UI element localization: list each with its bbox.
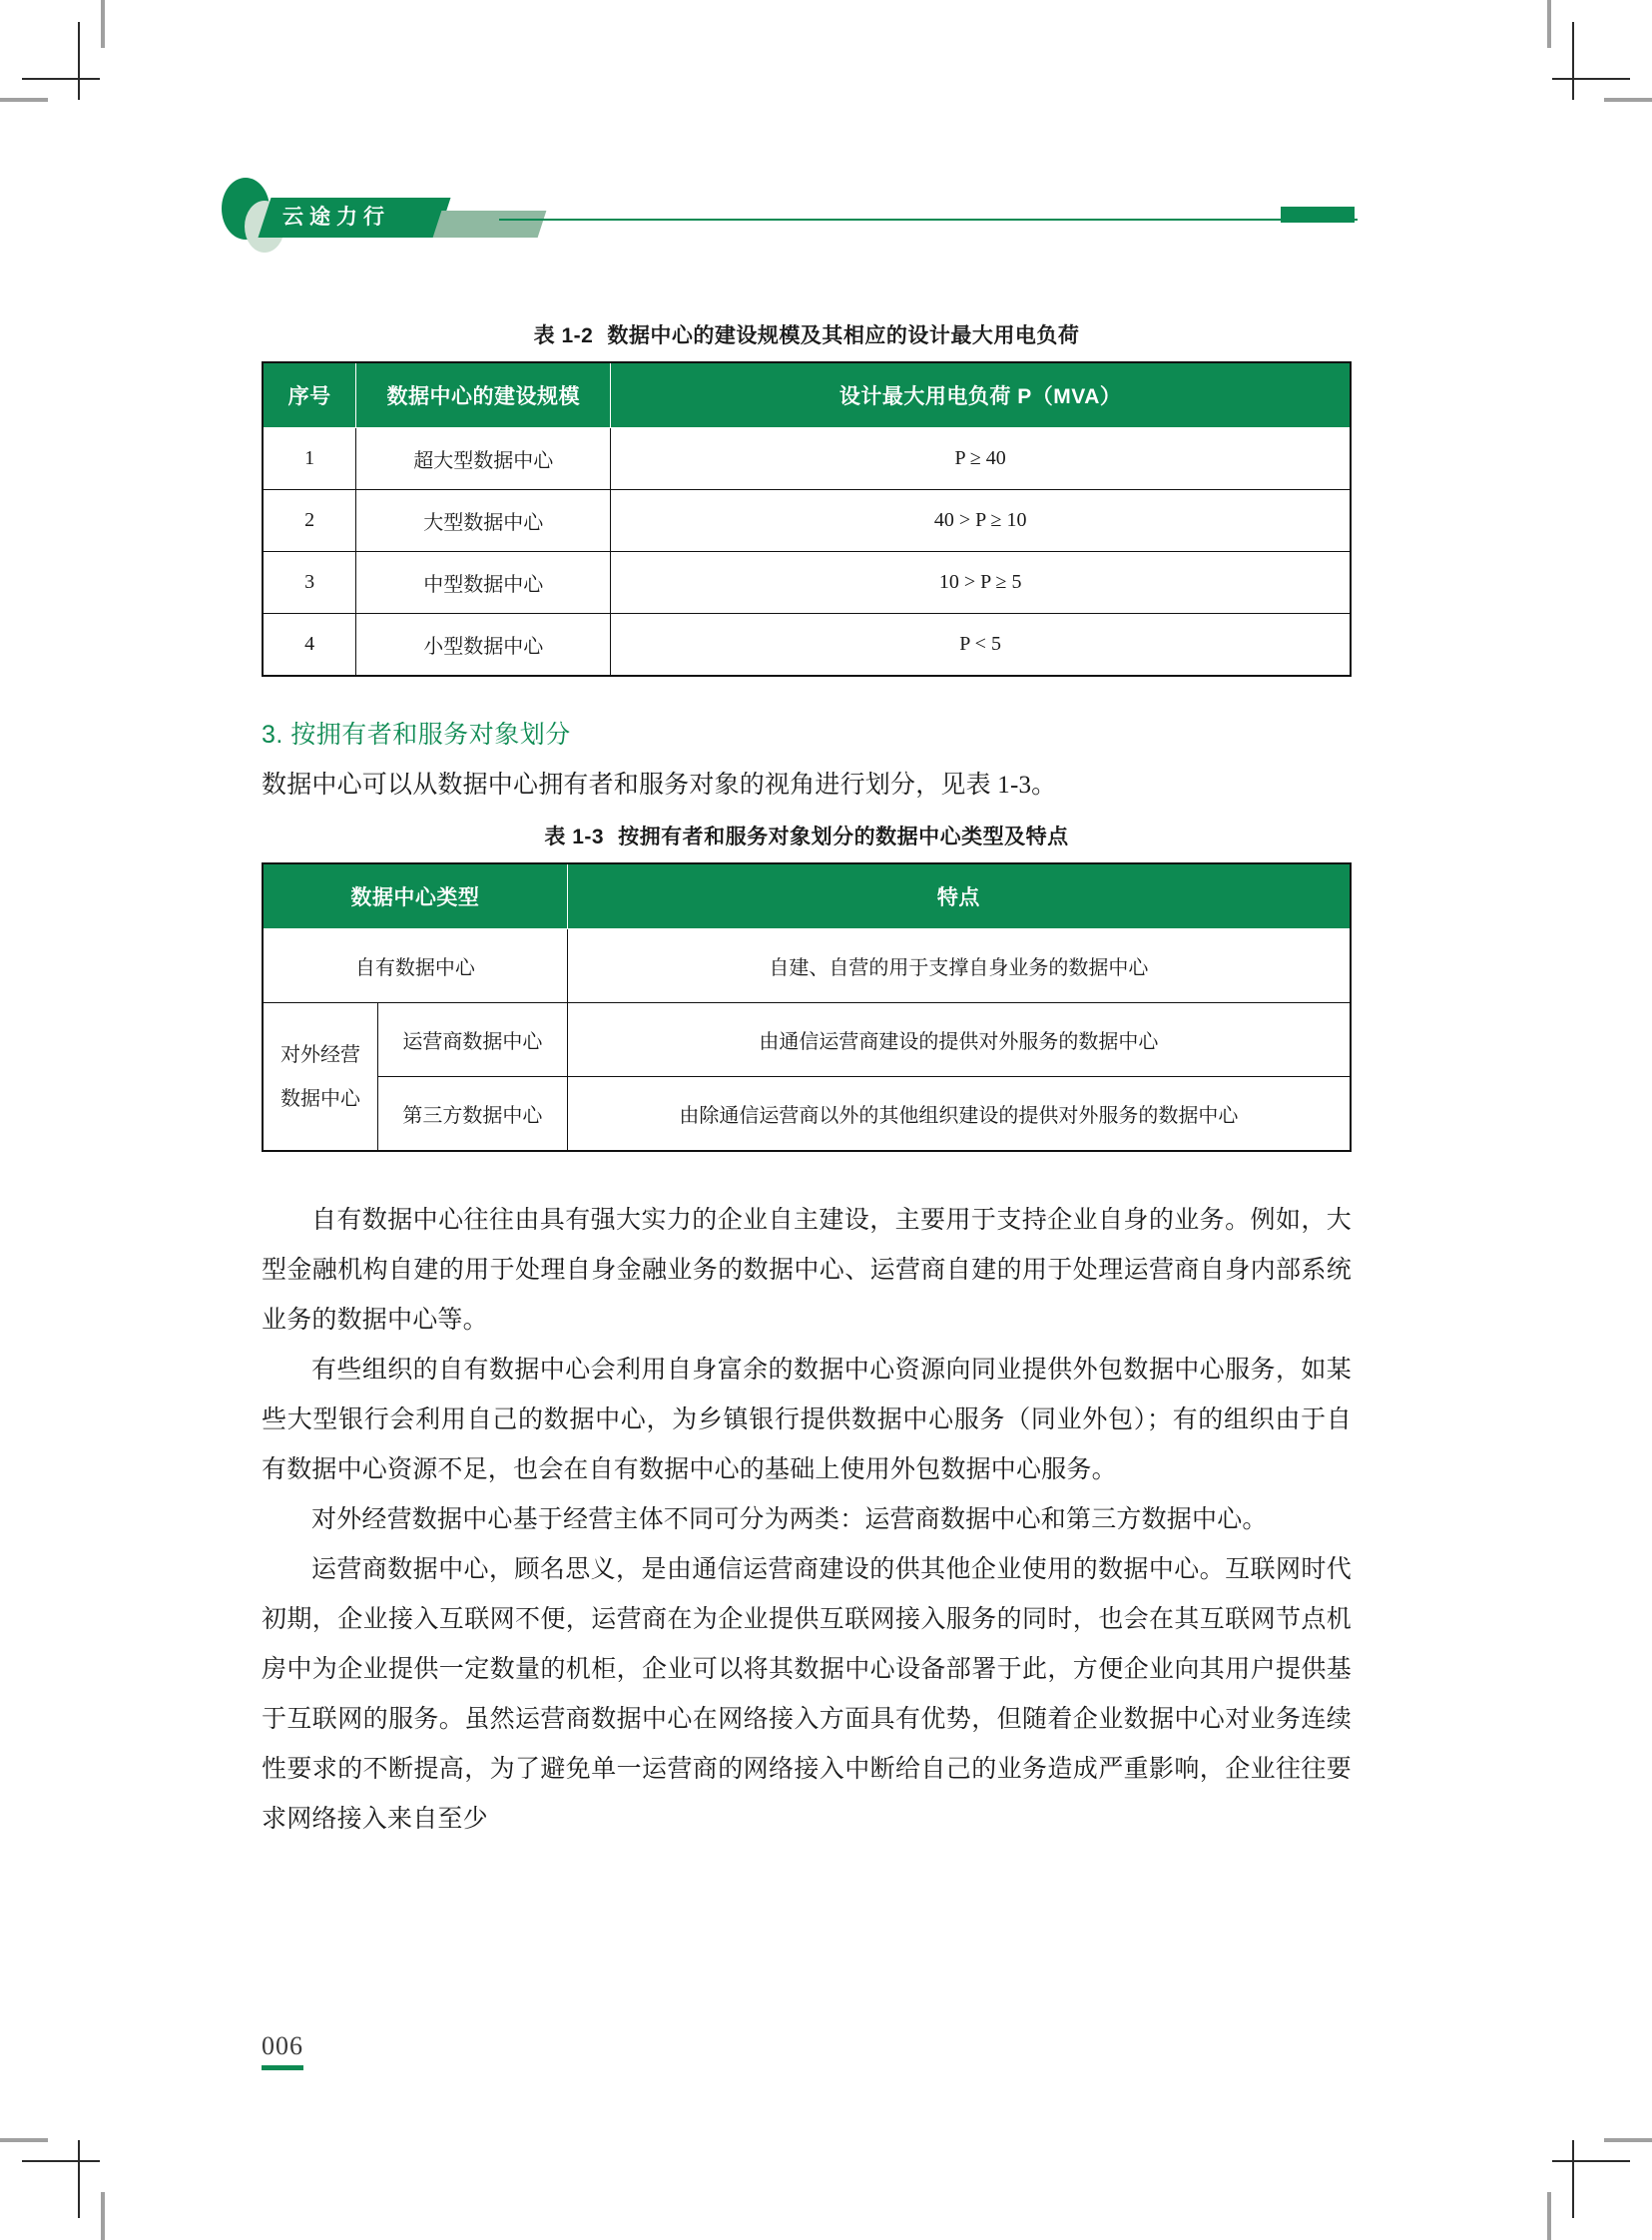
cell-feature: 自建、自营的用于支撑自身业务的数据中心: [567, 929, 1351, 1003]
table-1-2-caption-text: 数据中心的建设规模及其相应的设计最大用电负荷: [607, 324, 1080, 347]
cell-no: 3: [263, 552, 356, 614]
table-row: [263, 490, 1351, 552]
type-group-line-1: 对外经营: [280, 1043, 361, 1066]
paragraph: 自有数据中心往往由具有强大实力的企业自主建设，主要用于支持企业自身的业务。例如，大型金融机构自建的用于处理自身金融业务的数据中心、运营商自建的用于处理运营商自身内部系统业务的数据中心等。: [262, 1207, 1352, 1334]
cell-type: 自有数据中心: [263, 929, 567, 1003]
cell-type: 运营商数据中心: [378, 1003, 568, 1077]
table-row: [263, 428, 1351, 490]
header-rule: [499, 219, 1358, 221]
table-row: [263, 929, 1351, 1003]
body-text: [262, 1196, 1352, 1845]
section-3-intro: 数据中心可以从数据中心拥有者和服务对象的视角进行划分，见表 1-3。: [262, 772, 1057, 799]
crop-mark-top-left: [0, 0, 120, 120]
cell-scale: 超大型数据中心: [356, 428, 611, 490]
table-1-2-col-scale: 数据中心的建设规模: [356, 362, 611, 428]
table-1-2-header-row: [263, 362, 1351, 428]
table-row: [263, 552, 1351, 614]
table-1-2-col-no: 序号: [263, 362, 356, 428]
table-1-3-caption-label: 表 1-3: [544, 826, 605, 848]
paragraph: 运营商数据中心，顾名思义，是由通信运营商建设的供其他企业使用的数据中心。互联网时代初期，企业接入互联网不便，运营商在为企业提供互联网接入服务的同时，也会在其互联网节点机房中为企业提供一定数量的机柜，企业可以将其数据中心设备部署于此，方便企业向其用户提供基于互联网的服务。虽然运营商数据中心在网络接入方面具有优势，但随着企业数据中心对业务连续性要求的不断提高，为了避免单一运营商的网络接入中断给自己的业务造成严重影响，企业往往要求网络接入来自至少: [262, 1556, 1352, 1833]
table-1-2-caption-label: 表 1-2: [533, 324, 594, 347]
table-1-3-header-row: [263, 863, 1351, 929]
table-1-3-col-feature: 特点: [567, 863, 1351, 929]
crop-mark-bottom-right: [1532, 2120, 1652, 2240]
type-group-line-2: 数据中心: [280, 1087, 361, 1110]
cell-scale: 小型数据中心: [356, 614, 611, 677]
header-end-block: [1281, 207, 1355, 223]
cell-feature: 由通信运营商建设的提供对外服务的数据中心: [567, 1003, 1351, 1077]
crop-mark-top-right: [1532, 0, 1652, 120]
cell-no: 4: [263, 614, 356, 677]
header-title: 云途力行: [282, 206, 390, 229]
table-1-3-col-type: 数据中心类型: [263, 863, 567, 929]
cell-load: 10 > P ≥ 5: [611, 552, 1351, 614]
table-1-2: [262, 361, 1352, 677]
header-banner-tail-shape: [433, 211, 547, 238]
running-header: [0, 175, 1652, 245]
cell-load: 40 > P ≥ 10: [611, 490, 1351, 552]
cell-scale: 大型数据中心: [356, 490, 611, 552]
page-content: [262, 319, 1352, 1845]
table-1-3: [262, 862, 1352, 1152]
table-row: [263, 1077, 1351, 1152]
table-1-3-caption: [262, 821, 1352, 850]
page-folio: [262, 2031, 381, 2070]
cell-type: 第三方数据中心: [378, 1077, 568, 1152]
table-1-2-caption: [262, 319, 1352, 349]
table-row: [263, 614, 1351, 677]
cell-type-group: [263, 1003, 378, 1152]
cell-no: 2: [263, 490, 356, 552]
page-number: 006: [262, 2031, 303, 2060]
cell-scale: 中型数据中心: [356, 552, 611, 614]
folio-rule: [262, 2065, 303, 2070]
crop-mark-bottom-left: [0, 2120, 120, 2240]
cell-load: P ≥ 40: [611, 428, 1351, 490]
paragraph: 有些组织的自有数据中心会利用自身富余的数据中心资源向同业提供外包数据中心服务，如某些大型银行会利用自己的数据中心，为乡镇银行提供数据中心服务（同业外包）；有的组织由于自有数据中心资源不足，也会在自有数据中心的基础上使用外包数据中心服务。: [262, 1357, 1352, 1483]
cell-feature: 由除通信运营商以外的其他组织建设的提供对外服务的数据中心: [567, 1077, 1351, 1152]
table-1-3-caption-text: 按拥有者和服务对象划分的数据中心类型及特点: [618, 826, 1069, 848]
table-row: [263, 1003, 1351, 1077]
cell-no: 1: [263, 428, 356, 490]
table-1-2-col-load: 设计最大用电负荷 P（MVA）: [611, 362, 1351, 428]
paragraph: 对外经营数据中心基于经营主体不同可分为两类：运营商数据中心和第三方数据中心。: [311, 1506, 1268, 1533]
section-heading-3: 3. 按拥有者和服务对象划分: [262, 721, 571, 749]
cell-load: P < 5: [611, 614, 1351, 677]
